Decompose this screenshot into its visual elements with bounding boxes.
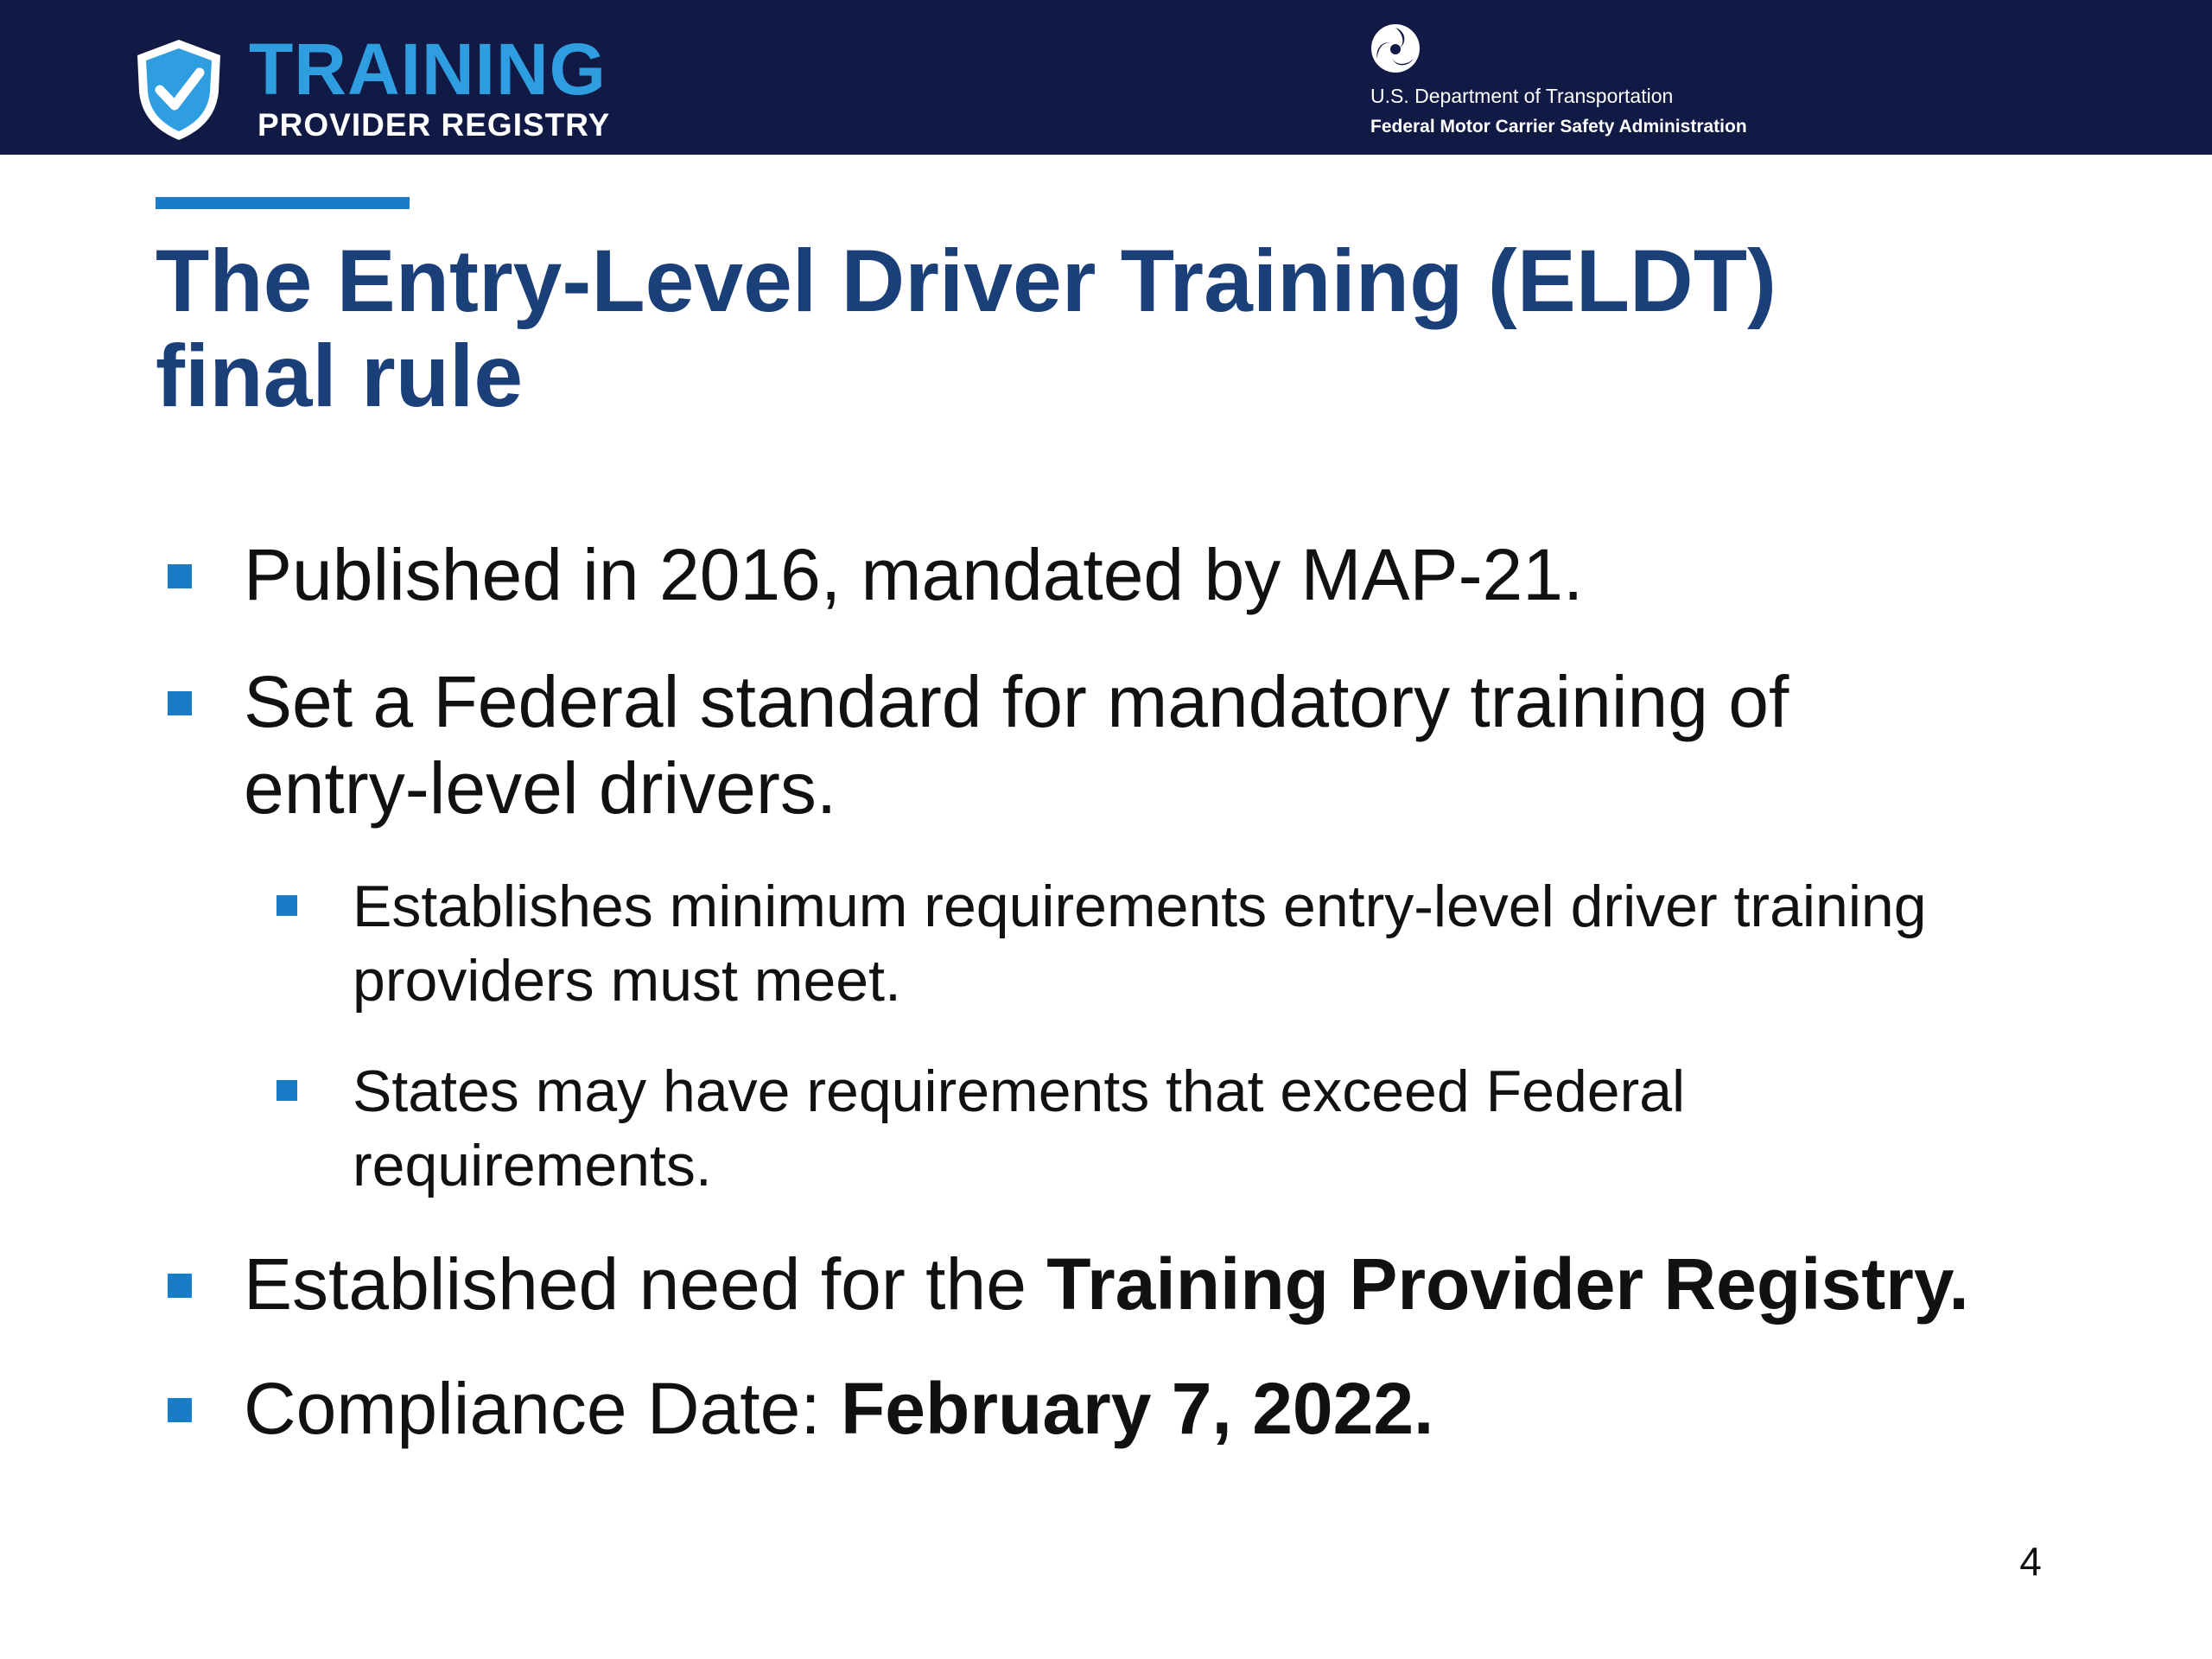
bullet-text-line1: States may have requirements that exceed Federal [353, 1058, 1686, 1124]
bullet-marker [168, 1398, 192, 1422]
bullet-item [244, 531, 1583, 618]
page-number: 4 [2019, 1539, 2042, 1584]
agency-name: Federal Motor Carrier Safety Administration [1370, 117, 1747, 137]
bullet-item [244, 658, 1789, 831]
bullet-item [244, 1365, 1433, 1452]
sub-bullet-item [353, 1054, 1685, 1203]
bullet-marker [168, 1274, 192, 1298]
bullet-marker [168, 564, 192, 588]
sub-bullet-item [353, 869, 1927, 1018]
bullet-marker [168, 691, 192, 715]
brand-title: TRAINING [249, 29, 607, 110]
bullet-text-bold: February 7, 2022. [841, 1368, 1434, 1449]
bullet-text-line1: Set a Federal standard for mandatory training of [244, 661, 1789, 742]
bullet-text-line2: providers must meet. [353, 948, 901, 1014]
bullet-text: Published in 2016, mandated by MAP-21. [244, 534, 1584, 615]
bullet-text-line2: requirements. [353, 1133, 712, 1198]
bullet-marker [276, 895, 297, 916]
slide-title-line2: final rule [156, 327, 524, 425]
slide-title-line1: The Entry-Level Driver Training (ELDT) [156, 232, 1777, 330]
bullet-text: Compliance Date: [244, 1368, 841, 1449]
agency-department: U.S. Department of Transportation [1370, 85, 1674, 107]
bullet-text: Established need for the [244, 1243, 1047, 1325]
bullet-text-bold: Training Provider Registry. [1046, 1243, 1969, 1325]
bullet-item [244, 1241, 1969, 1327]
bullet-text-line2: entry-level drivers. [244, 747, 837, 829]
brand-subtitle: PROVIDER REGISTRY [257, 107, 611, 143]
bullet-text-line1: Establishes minimum requirements entry-level driver training [353, 874, 1927, 939]
bullet-marker [276, 1080, 297, 1101]
